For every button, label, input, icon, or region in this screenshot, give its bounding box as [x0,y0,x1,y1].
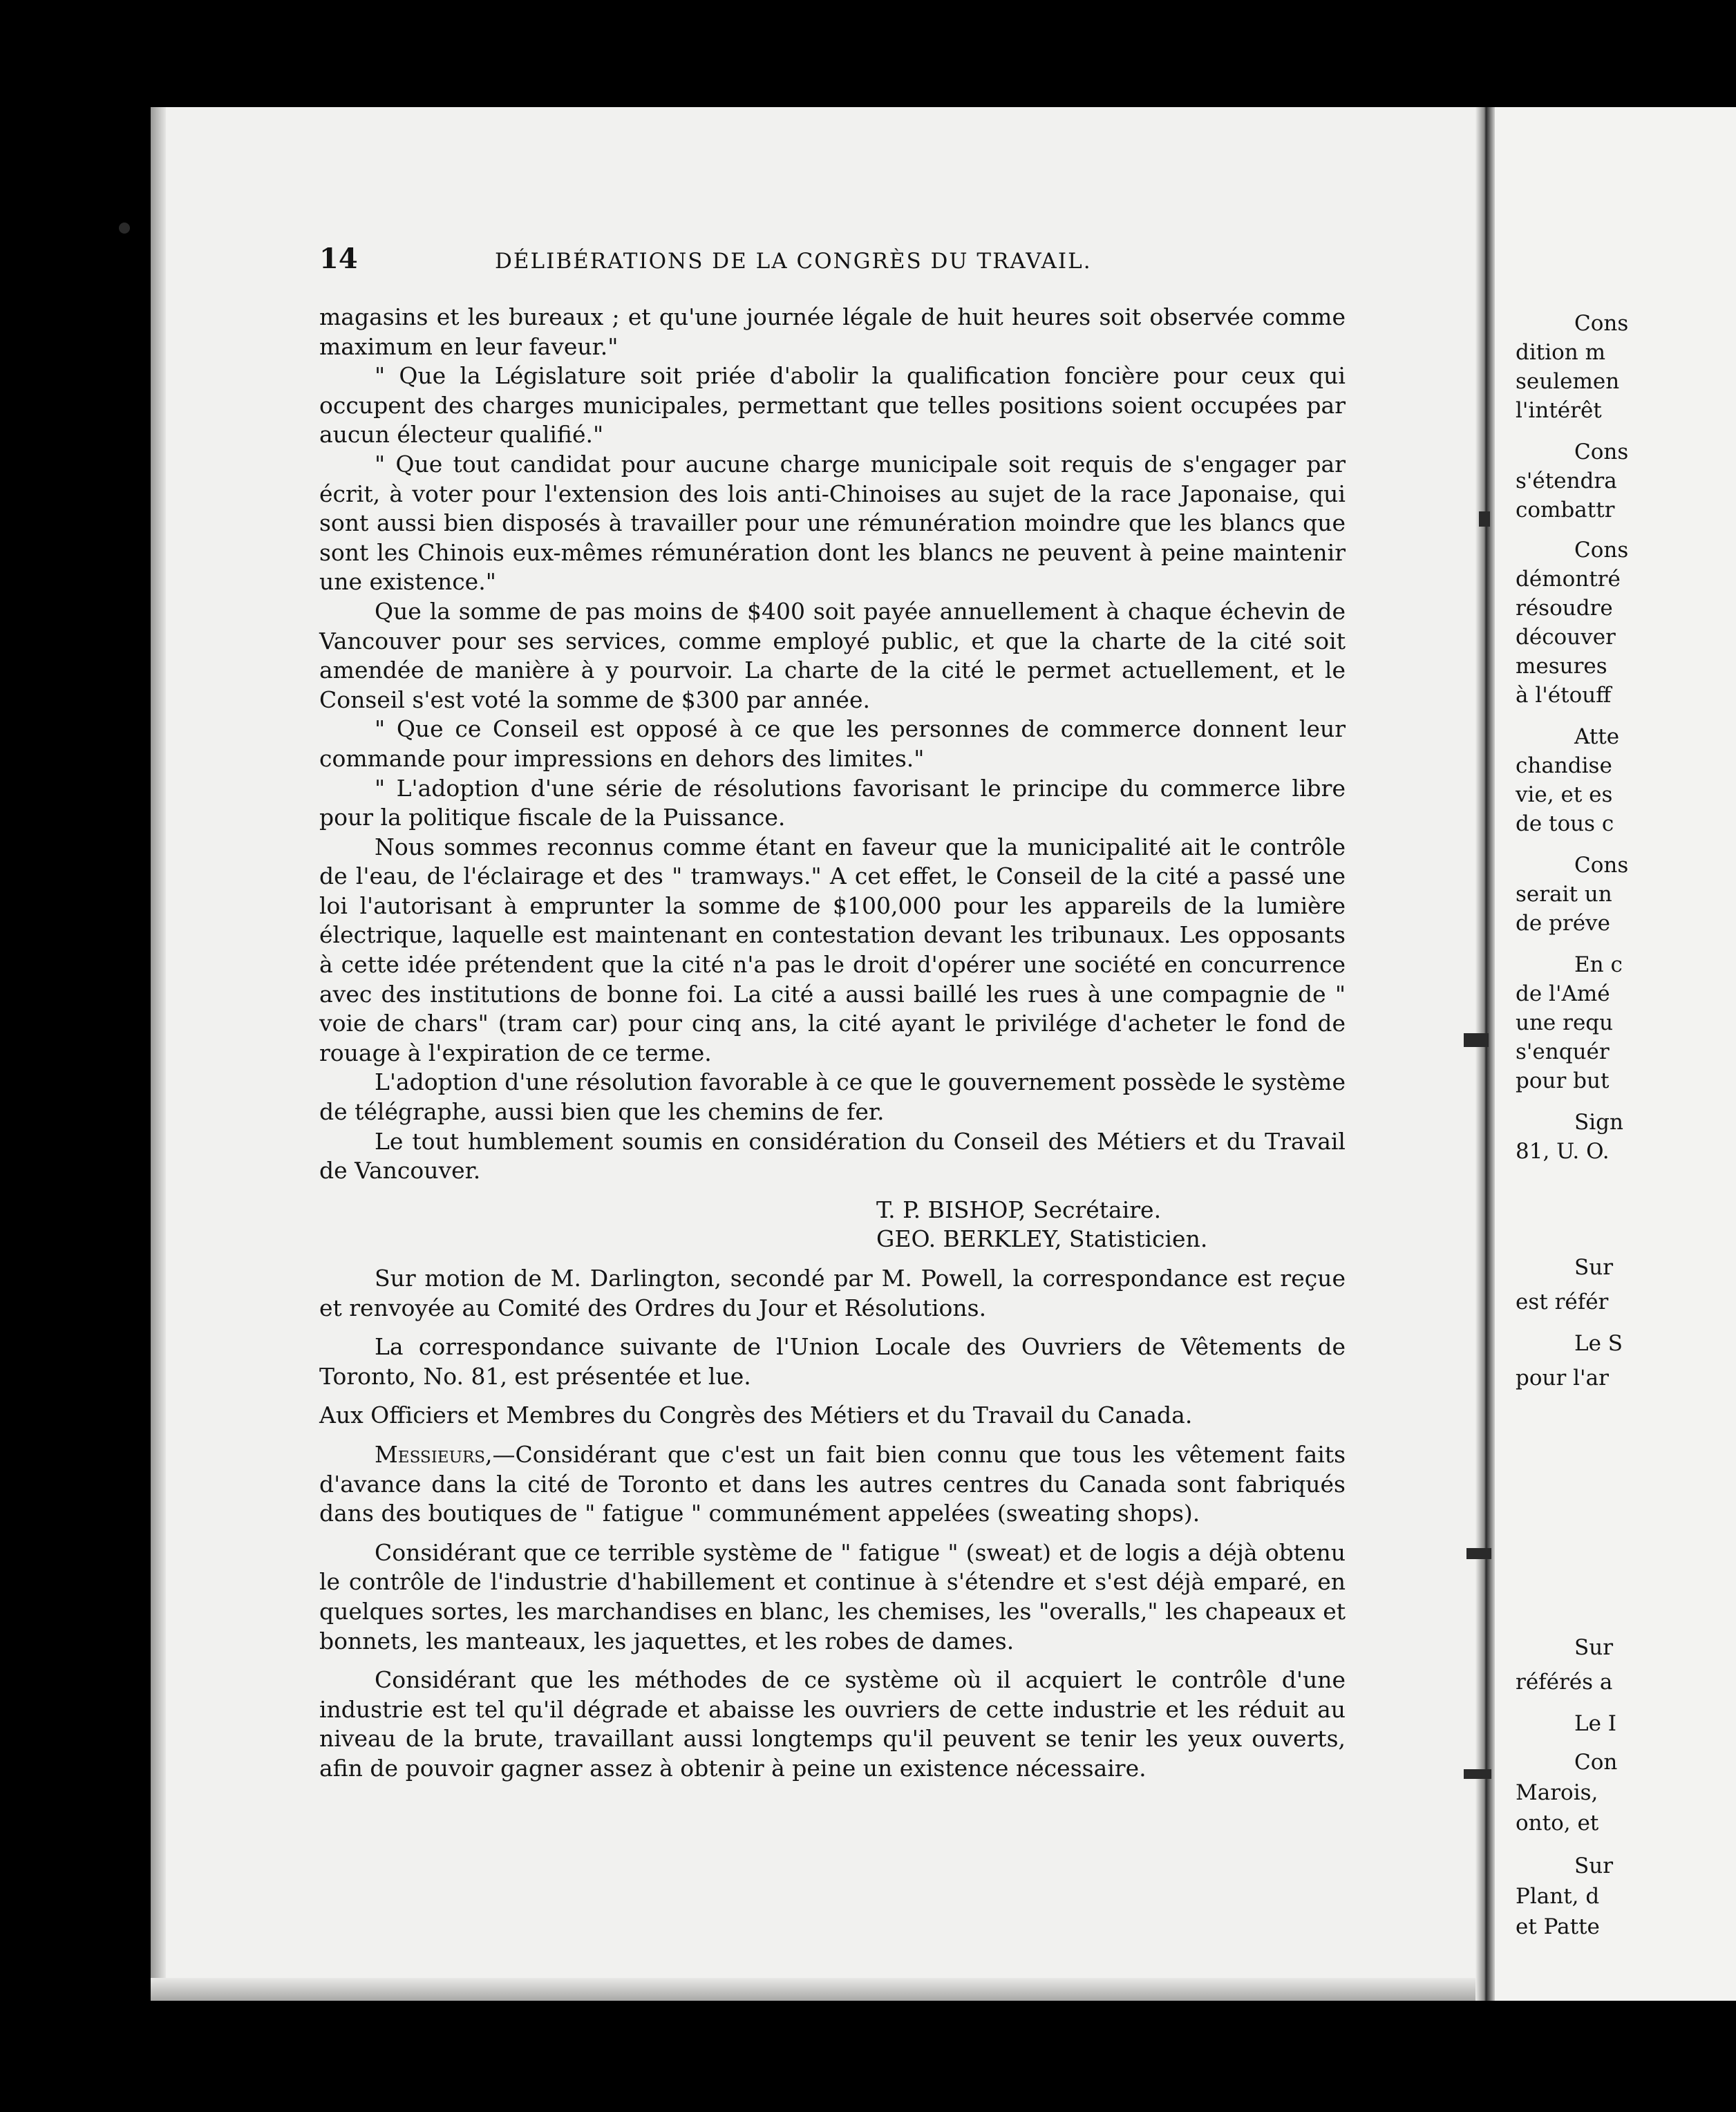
right-page-line: s'enquér [1516,1039,1610,1064]
body-text [319,303,1346,1784]
right-page-line: 81, U. O. [1516,1139,1610,1164]
signature-secretary: T. P. BISHOP, Secrétaire. [876,1196,1162,1223]
paragraph: Le tout humblement soumis en considération du Conseil des Métiers et du Travail de Vancouver. [319,1127,1346,1185]
right-page-line: Cons [1574,440,1629,464]
running-title: DÉLIBÉRATIONS DE LA CONGRÈS DU TRAVAIL. [495,249,1092,274]
right-page-line: combattr [1516,498,1615,522]
right-page-line: En c [1574,952,1623,977]
right-page-line: l'intérêt [1516,398,1602,423]
right-page-line: Cons [1574,538,1629,563]
right-page-line: Cons [1574,311,1629,336]
paragraph-address: Aux Officiers et Membres du Congrès des Métiers et du Travail du Canada. [319,1402,1193,1429]
paragraph: Considérant que les méthodes de ce système où il acquiert le contrôle d'une industrie est tel qu'il dégrade et abaisse les ouvriers de cette industrie et les réduit au niveau de la brute, travaillant aussi longtemps qu'il peuvent se tenir les yeux ouverts, afin de pouvoir gagner assez à obtenir à peine un existence nécessaire. [319,1666,1346,1782]
right-page-line: démontré [1516,567,1621,592]
salutation: Messieurs, [375,1440,493,1468]
right-page-line: Le S [1574,1331,1623,1356]
paragraph: " Que la Législature soit priée d'abolir la qualification foncière pour ceux qui occupent des charges municipales, permettant que telles positions soient occupées par aucun électeur qualifié." [319,362,1346,449]
right-page-line: de tous c [1516,811,1614,836]
right-page-line: Plant, d [1516,1884,1600,1909]
paragraph: Nous sommes reconnus comme étant en faveur que la municipalité ait le contrôle de l'eau, de l'éclairage et des " tramways." A cet effet, le Conseil de la cité a passé une loi l'autorisant à emprunter la somme de $100,000 pour les appareils de la lumière électrique, laquelle est maintenant en contestation devant les tribunaux. Les opposants à cette idée prétendent que la cité n'a pas le droit d'opérer une société en concurrence avec des institutions de bonne foi. La cité a aussi baillé les rues à une compagnie de " voie de chars" (tram car) pour cinq ans, la cité ayant le privilége d'acheter le fond de rouage à l'expiration de ce terme. [319,833,1346,1066]
right-page-line: découver [1516,625,1616,650]
right-page-line: serait un [1516,882,1612,907]
right-page-line: et Patte [1516,1914,1600,1939]
paragraph: La correspondance suivante de l'Union Locale des Ouvriers de Vêtements de Toronto, No. 81, est présentée et lue. [319,1333,1346,1390]
right-page-line: seulemen [1516,369,1620,394]
right-page-line: Cons [1574,853,1629,878]
book-gutter [1475,107,1495,2001]
right-page-line: Con [1574,1750,1618,1775]
paragraph: " L'adoption d'une série de résolutions favorisant le principe du commerce libre pour la politique fiscale de la Puissance. [319,774,1346,831]
right-page-line: résoudre [1516,596,1613,621]
paragraph: " Que tout candidat pour aucune charge municipale soit requis de s'engager par écrit, à voter pour l'extension des lois anti-Chinoises au sujet de la race Japonaise, qui sont aussi bien disposés à travailler pour une rémunération moindre que les blancs que sont les Chinois eux-mêmes rémunération dont les blancs ne peuvent à peine maintenir une existence." [319,450,1346,596]
right-page-line: chandise [1516,753,1612,778]
page-right [1495,107,1736,2001]
right-page-line: Sur [1574,1635,1614,1660]
paragraph [319,1440,1346,1529]
right-page-line: Atte [1574,724,1620,749]
page-bottom-shadow [151,1978,1495,2001]
right-page-line: à l'étouff [1516,683,1612,708]
paragraph: Sur motion de M. Darlington, secondé par M. Powell, la correspondance est reçue et renvoyée au Comité des Ordres du Jour et Résolutions. [319,1265,1346,1321]
paragraph: magasins et les bureaux ; et qu'une journée légale de huit heures soit observée comme maximum en leur faveur." [319,303,1346,360]
right-page-line: de préve [1516,911,1610,936]
stitch-mark [1464,1769,1491,1779]
paragraph: L'adoption d'une résolution favorable à ce que le gouvernement possède le système de télégraphe, aussi bien que les chemins de fer. [319,1068,1346,1126]
stitch-mark [1464,1033,1489,1047]
right-page-line: Sign [1574,1110,1623,1135]
paragraph: Que la somme de pas moins de $400 soit payée annuellement à chaque échevin de Vancouver pour ses services, comme employé public, et que la charte de la cité soit amendée de manière à y pourvoir. La charte de la cité le permet actuellement, et le Conseil s'est voté la somme de $300 par année. [319,597,1346,713]
paragraph: " Que ce Conseil est opposé à ce que les personnes de commerce donnent leur commande pour impressions en dehors des limites." [319,715,1346,772]
right-page-line: s'étendra [1516,469,1617,493]
right-page-line: pour but [1516,1068,1610,1093]
signature-statistician: GEO. BERKLEY, Statisticien. [876,1225,1208,1253]
right-page-line: Marois, [1516,1780,1598,1805]
right-page-line: Sur [1574,1854,1614,1878]
stitch-mark [1466,1548,1491,1559]
paragraph-text: —Considérant que c'est un fait bien connu que tous les vêtement faits d'avance dans la cité de Toronto et dans les autres centres du Canada sont fabriqués dans des boutiques de " fatigue " communément appelées (sweating shops). [319,1440,1346,1527]
right-page-line: référés a [1516,1670,1613,1695]
right-page-line: mesures [1516,654,1607,679]
paragraph: Considérant que ce terrible système de " fatigue " (sweat) et de logis a déjà obtenu le contrôle de l'industrie d'habillement et continue à s'étendre et s'est déjà emparé, en quelques sortes, les marchandises en blanc, les chemises, les "overalls," les chapeaux et bonnets, les manteaux, les jaquettes, et les robes de dames. [319,1538,1346,1654]
right-page-line: onto, et [1516,1811,1599,1836]
right-page-line: est référ [1516,1290,1609,1314]
right-page-line: Sur [1574,1255,1614,1280]
speck-mark [119,223,130,234]
page-header [319,242,1346,276]
right-page-line: vie, et es [1516,782,1613,807]
page-number: 14 [319,243,358,275]
stitch-mark [1479,511,1490,527]
right-page-line: de l'Amé [1516,981,1610,1006]
page-edge-shadow [151,107,166,2001]
right-page-line: pour l'ar [1516,1366,1609,1390]
right-page-line: dition m [1516,340,1606,365]
right-page-line: une requ [1516,1010,1614,1035]
right-page-line: Le I [1574,1711,1617,1736]
